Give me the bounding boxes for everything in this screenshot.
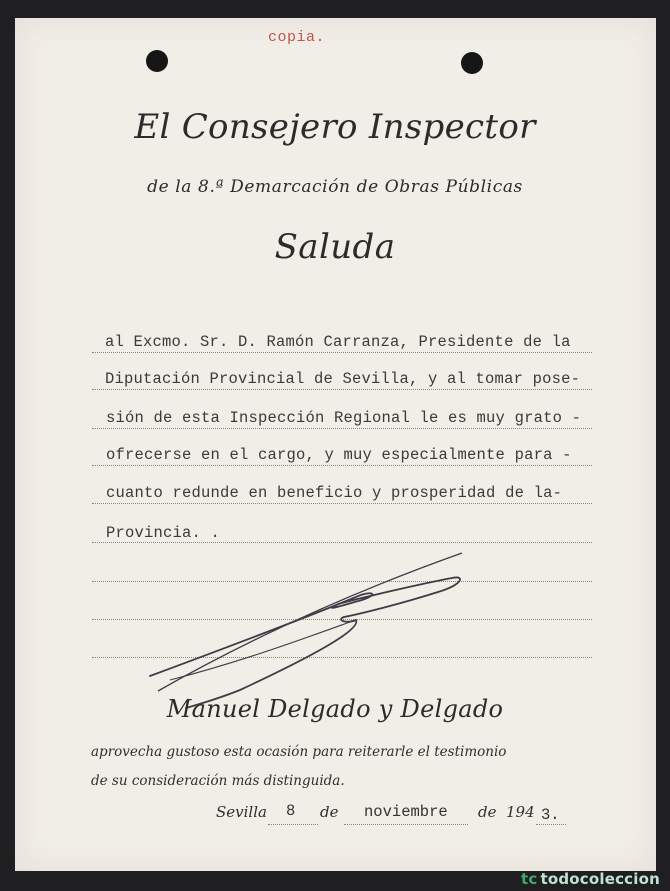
body-line: ofrecerse en el cargo, y muy especialmente para -: [106, 446, 572, 464]
date-year-prefix: 194: [506, 803, 535, 821]
date-de: de: [478, 803, 497, 821]
body-line: sión de esta Inspección Regional le es muy grato -: [106, 409, 582, 427]
subheading: de la 8.ª Demarcación de Obras Públicas: [147, 177, 523, 197]
closing-line: de su consideración más distinguida.: [91, 773, 345, 789]
date-dots: [536, 824, 566, 825]
site-watermark: [521, 870, 660, 888]
heading: El Consejero Inspector: [134, 107, 536, 147]
salutation: Saluda: [274, 227, 396, 267]
closing-line: aprovecha gustoso esta ocasión para reiterarle el testimonio: [91, 744, 507, 760]
date-line: [0, 800, 670, 830]
body-line: cuanto redunde en beneficio y prosperidad de la-: [106, 484, 563, 502]
signatory-name: Manuel Delgado y Delgado: [166, 695, 504, 723]
watermark-badge: tc: [520, 870, 538, 888]
date-dots: [344, 824, 468, 825]
copy-stamp: copia.: [268, 29, 326, 46]
date-month: noviembre: [364, 803, 448, 821]
date-year-suffix: 3.: [541, 806, 560, 824]
date-city: Sevilla: [216, 803, 267, 821]
date-day: 8: [286, 802, 296, 820]
date-de: de: [320, 803, 339, 821]
watermark-text: todocoleccion: [540, 870, 660, 888]
body-line: Provincia. .: [106, 524, 221, 542]
body-line: al Excmo. Sr. D. Ramón Carranza, Presidente de la: [105, 333, 571, 351]
body-line: Diputación Provincial de Sevilla, y al tomar pose-: [105, 370, 581, 388]
date-dots: [268, 824, 318, 825]
